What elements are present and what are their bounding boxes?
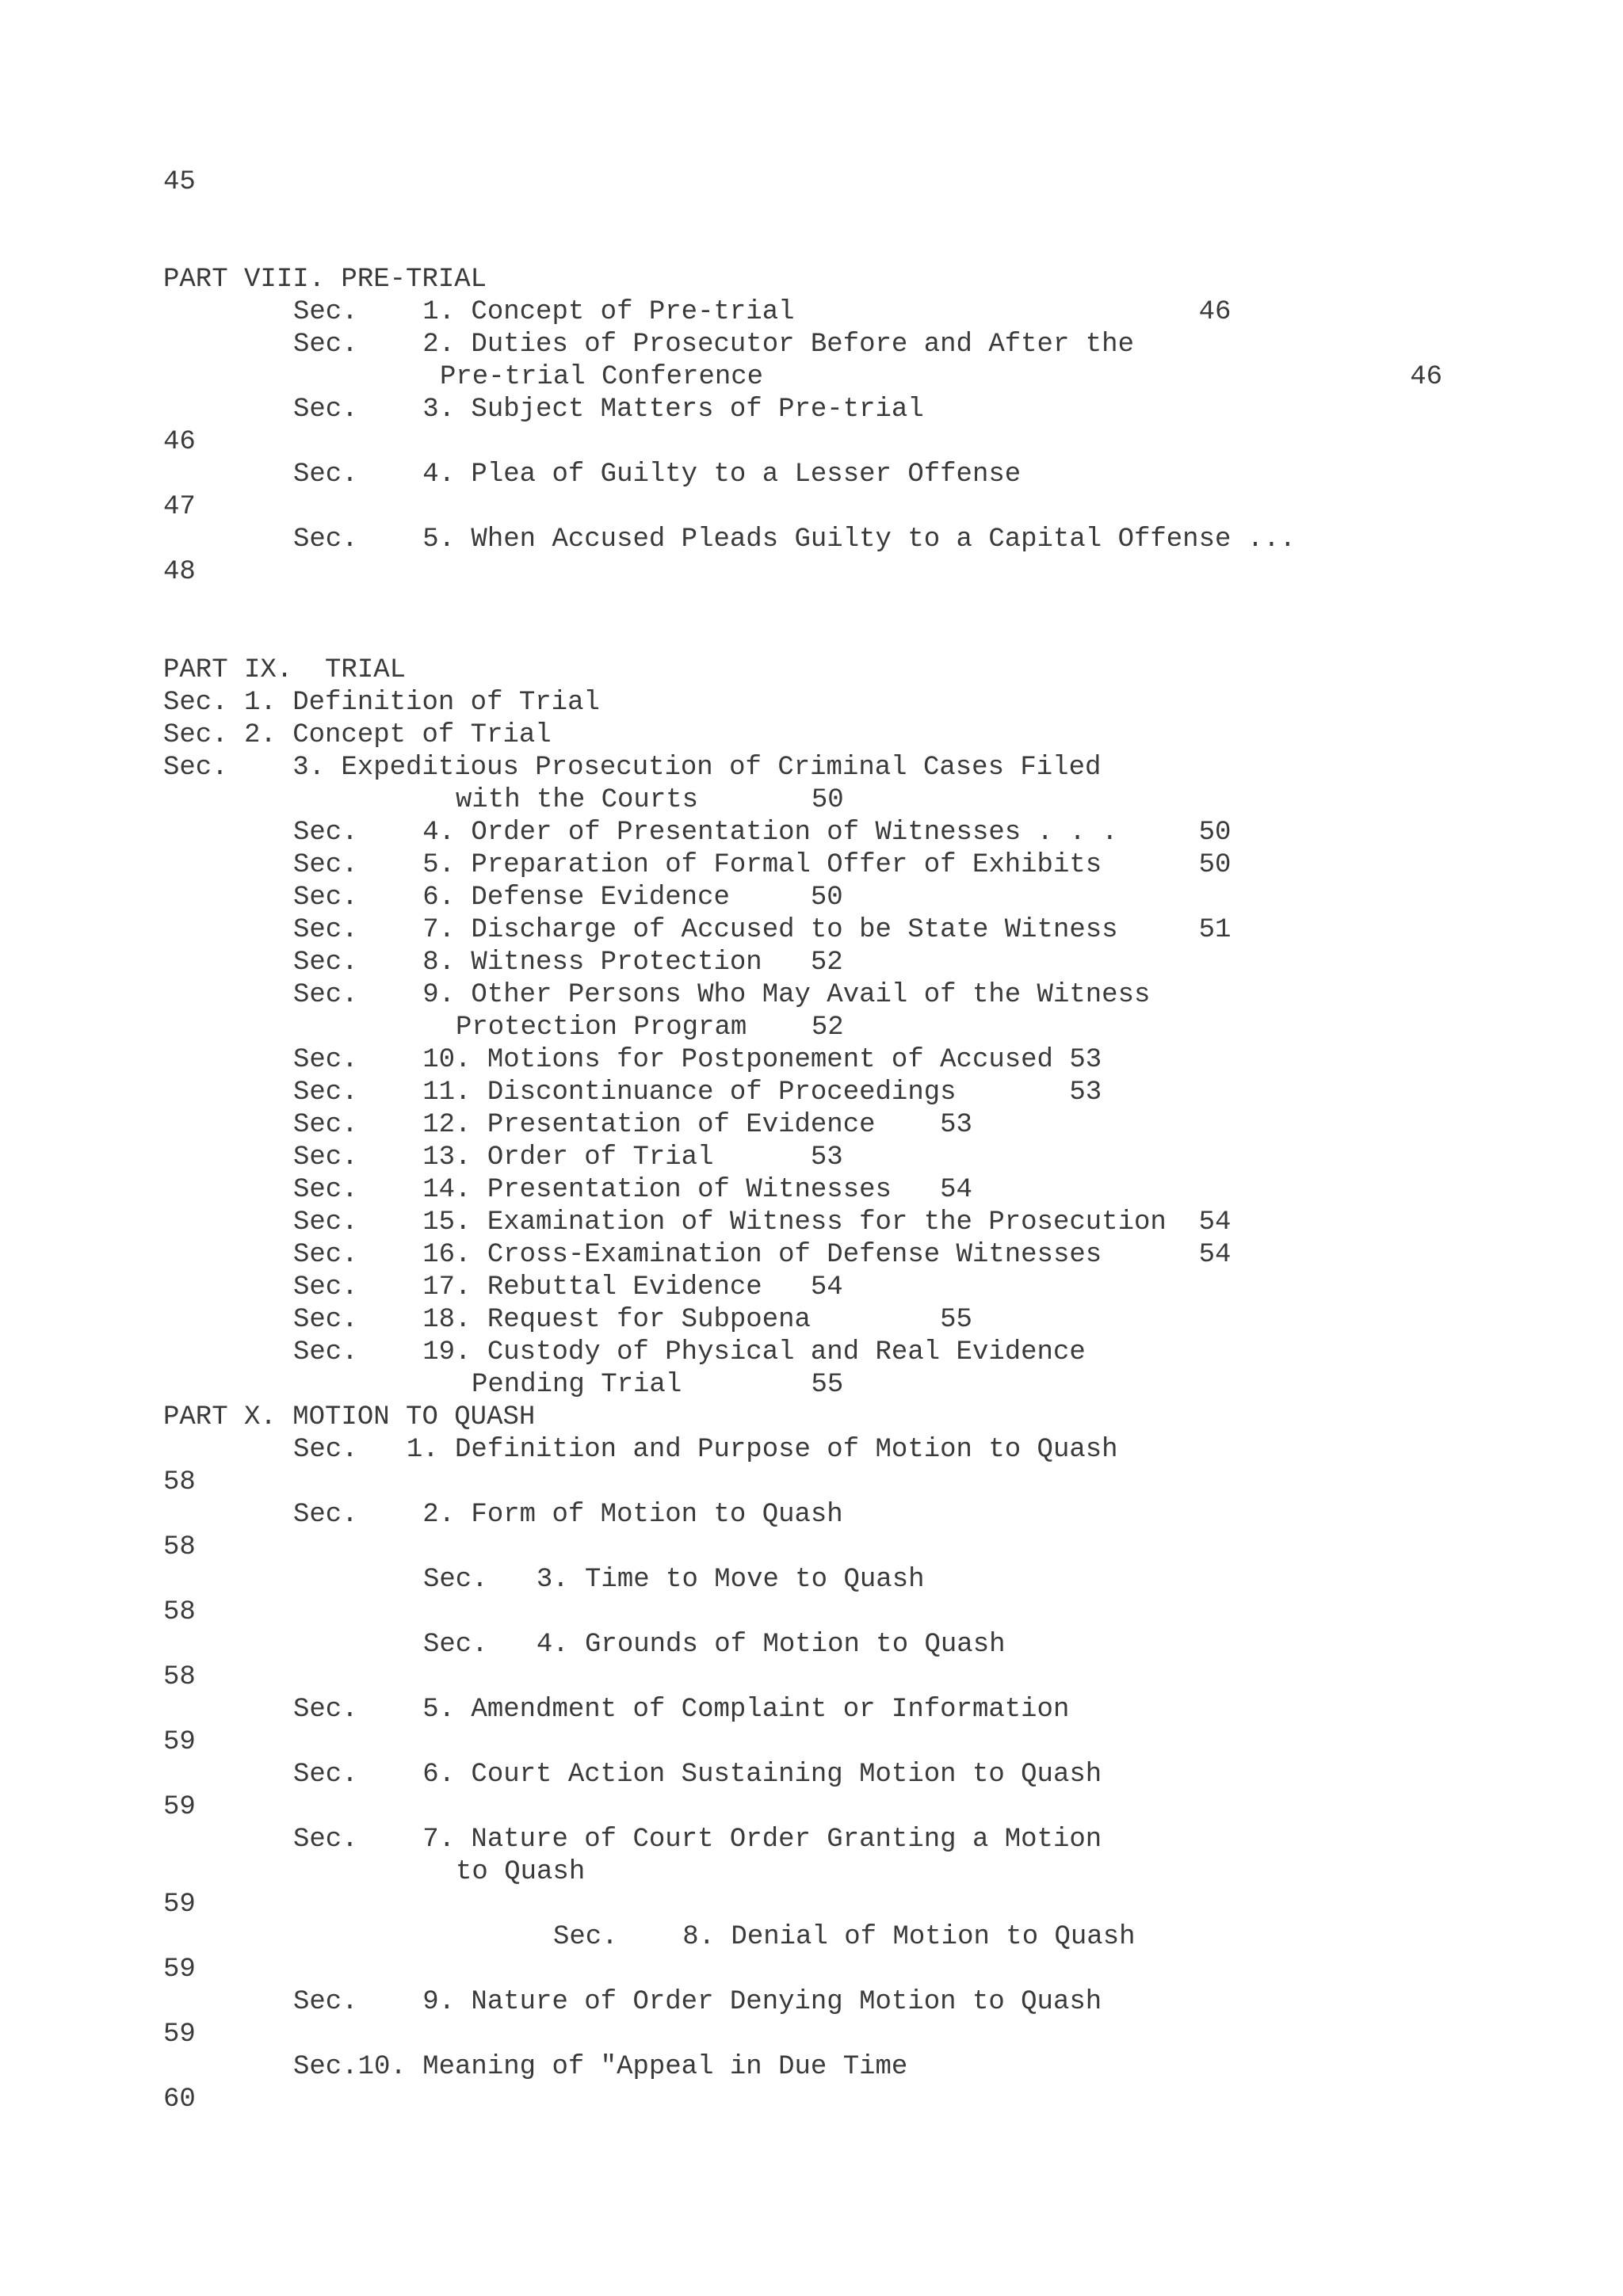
toc-entry: Sec. 8. Witness Protection 52 — [293, 948, 843, 978]
part-heading: PART IX. TRIAL — [163, 655, 407, 685]
toc-page-number: 59 — [163, 2019, 196, 2050]
toc-entry: Sec. 1. Concept of Pre-trial 46 — [293, 297, 1232, 327]
toc-entry: Sec. 3. Expeditious Prosecution of Criminal Cases Filed — [163, 753, 1102, 783]
toc-entry: Sec. 3. Subject Matters of Pre-trial — [293, 395, 924, 425]
toc-entry: Sec. 6. Defense Evidence 50 — [293, 883, 843, 913]
toc-entry-continuation: with the Courts 50 — [456, 785, 844, 815]
toc-entry: Sec. 17. Rebuttal Evidence 54 — [293, 1272, 843, 1302]
toc-entry-continuation: Pending Trial 55 — [472, 1370, 844, 1400]
toc-entry: Sec. 5. Amendment of Complaint or Information — [293, 1695, 1070, 1725]
toc-entry: Sec. 13. Order of Trial 53 — [293, 1142, 843, 1173]
toc-entry: Sec. 16. Cross-Examination of Defense Witnesses 54 — [293, 1240, 1232, 1270]
toc-entry: Sec.10. Meaning of "Appeal in Due Time — [293, 2052, 908, 2082]
toc-entry: Sec. 3. Time to Move to Quash — [423, 1565, 925, 1595]
toc-entry: Sec. 2. Concept of Trial — [163, 720, 552, 750]
toc-entry: Sec. 11. Discontinuance of Proceedings 53 — [293, 1077, 1102, 1108]
toc-entry: Sec. 9. Nature of Order Denying Motion to Quash — [293, 1987, 1102, 2017]
toc-entry: Sec. 2. Form of Motion to Quash — [293, 1500, 843, 1530]
part-heading: PART VIII. PRE-TRIAL — [163, 265, 487, 295]
toc-entry: Sec. 19. Custody of Physical and Real Evidence — [293, 1337, 1086, 1367]
toc-entry: Sec. 10. Motions for Postponement of Accused 53 — [293, 1045, 1102, 1075]
toc-entry: Sec. 1. Definition and Purpose of Motion to Quash — [293, 1435, 1118, 1465]
toc-page-number: 58 — [163, 1467, 196, 1497]
toc-entry: Sec. 14. Presentation of Witnesses 54 — [293, 1175, 972, 1205]
toc-page-number: 59 — [163, 1727, 196, 1757]
toc-entry: Sec. 6. Court Action Sustaining Motion to Quash — [293, 1760, 1102, 1790]
toc-entry-continuation: Pre-trial Conference 46 — [440, 362, 1443, 392]
toc-entry-continuation: Protection Program 52 — [456, 1013, 844, 1043]
toc-entry: Sec. 7. Discharge of Accused to be State Witness 51 — [293, 915, 1232, 945]
toc-entry: Sec. 7. Nature of Court Order Granting a Motion — [293, 1825, 1102, 1855]
toc-entry-continuation: to Quash — [456, 1857, 586, 1887]
toc-entry: Sec. 2. Duties of Prosecutor Before and After the — [293, 330, 1134, 360]
toc-entry: Sec. 4. Order of Presentation of Witnesses . . . 50 — [293, 818, 1232, 848]
toc-page-number: 58 — [163, 1597, 196, 1627]
toc-entry: Sec. 18. Request for Subpoena 55 — [293, 1305, 972, 1335]
toc-page-number: 59 — [163, 1890, 196, 1920]
toc-page-number: 47 — [163, 492, 196, 522]
toc-entry: Sec. 9. Other Persons Who May Avail of the Witness — [293, 980, 1151, 1010]
toc-entry: Sec. 5. When Accused Pleads Guilty to a Capital Offense ... — [293, 524, 1296, 555]
toc-page-number: 48 — [163, 557, 196, 587]
toc-page-number: 58 — [163, 1532, 196, 1562]
toc-entry: Sec. 15. Examination of Witness for the Prosecution 54 — [293, 1207, 1232, 1238]
toc-entry: Sec. 4. Grounds of Motion to Quash — [423, 1630, 1006, 1660]
toc-entry: Sec. 5. Preparation of Formal Offer of Exhibits 50 — [293, 850, 1232, 880]
toc-entry: Sec. 8. Denial of Motion to Quash — [553, 1922, 1136, 1952]
toc-page-number: 59 — [163, 1955, 196, 1985]
part-heading: PART X. MOTION TO QUASH — [163, 1402, 536, 1432]
toc-entry: Sec. 1. Definition of Trial — [163, 688, 600, 718]
toc-entry: Sec. 12. Presentation of Evidence 53 — [293, 1110, 972, 1140]
toc-entry: Sec. 4. Plea of Guilty to a Lesser Offense — [293, 460, 1022, 490]
toc-page-number: 60 — [163, 2084, 196, 2115]
page-number: 45 — [163, 167, 196, 197]
toc-page-number: 46 — [163, 427, 196, 457]
toc-page-number: 58 — [163, 1662, 196, 1692]
toc-page-number: 59 — [163, 1792, 196, 1822]
